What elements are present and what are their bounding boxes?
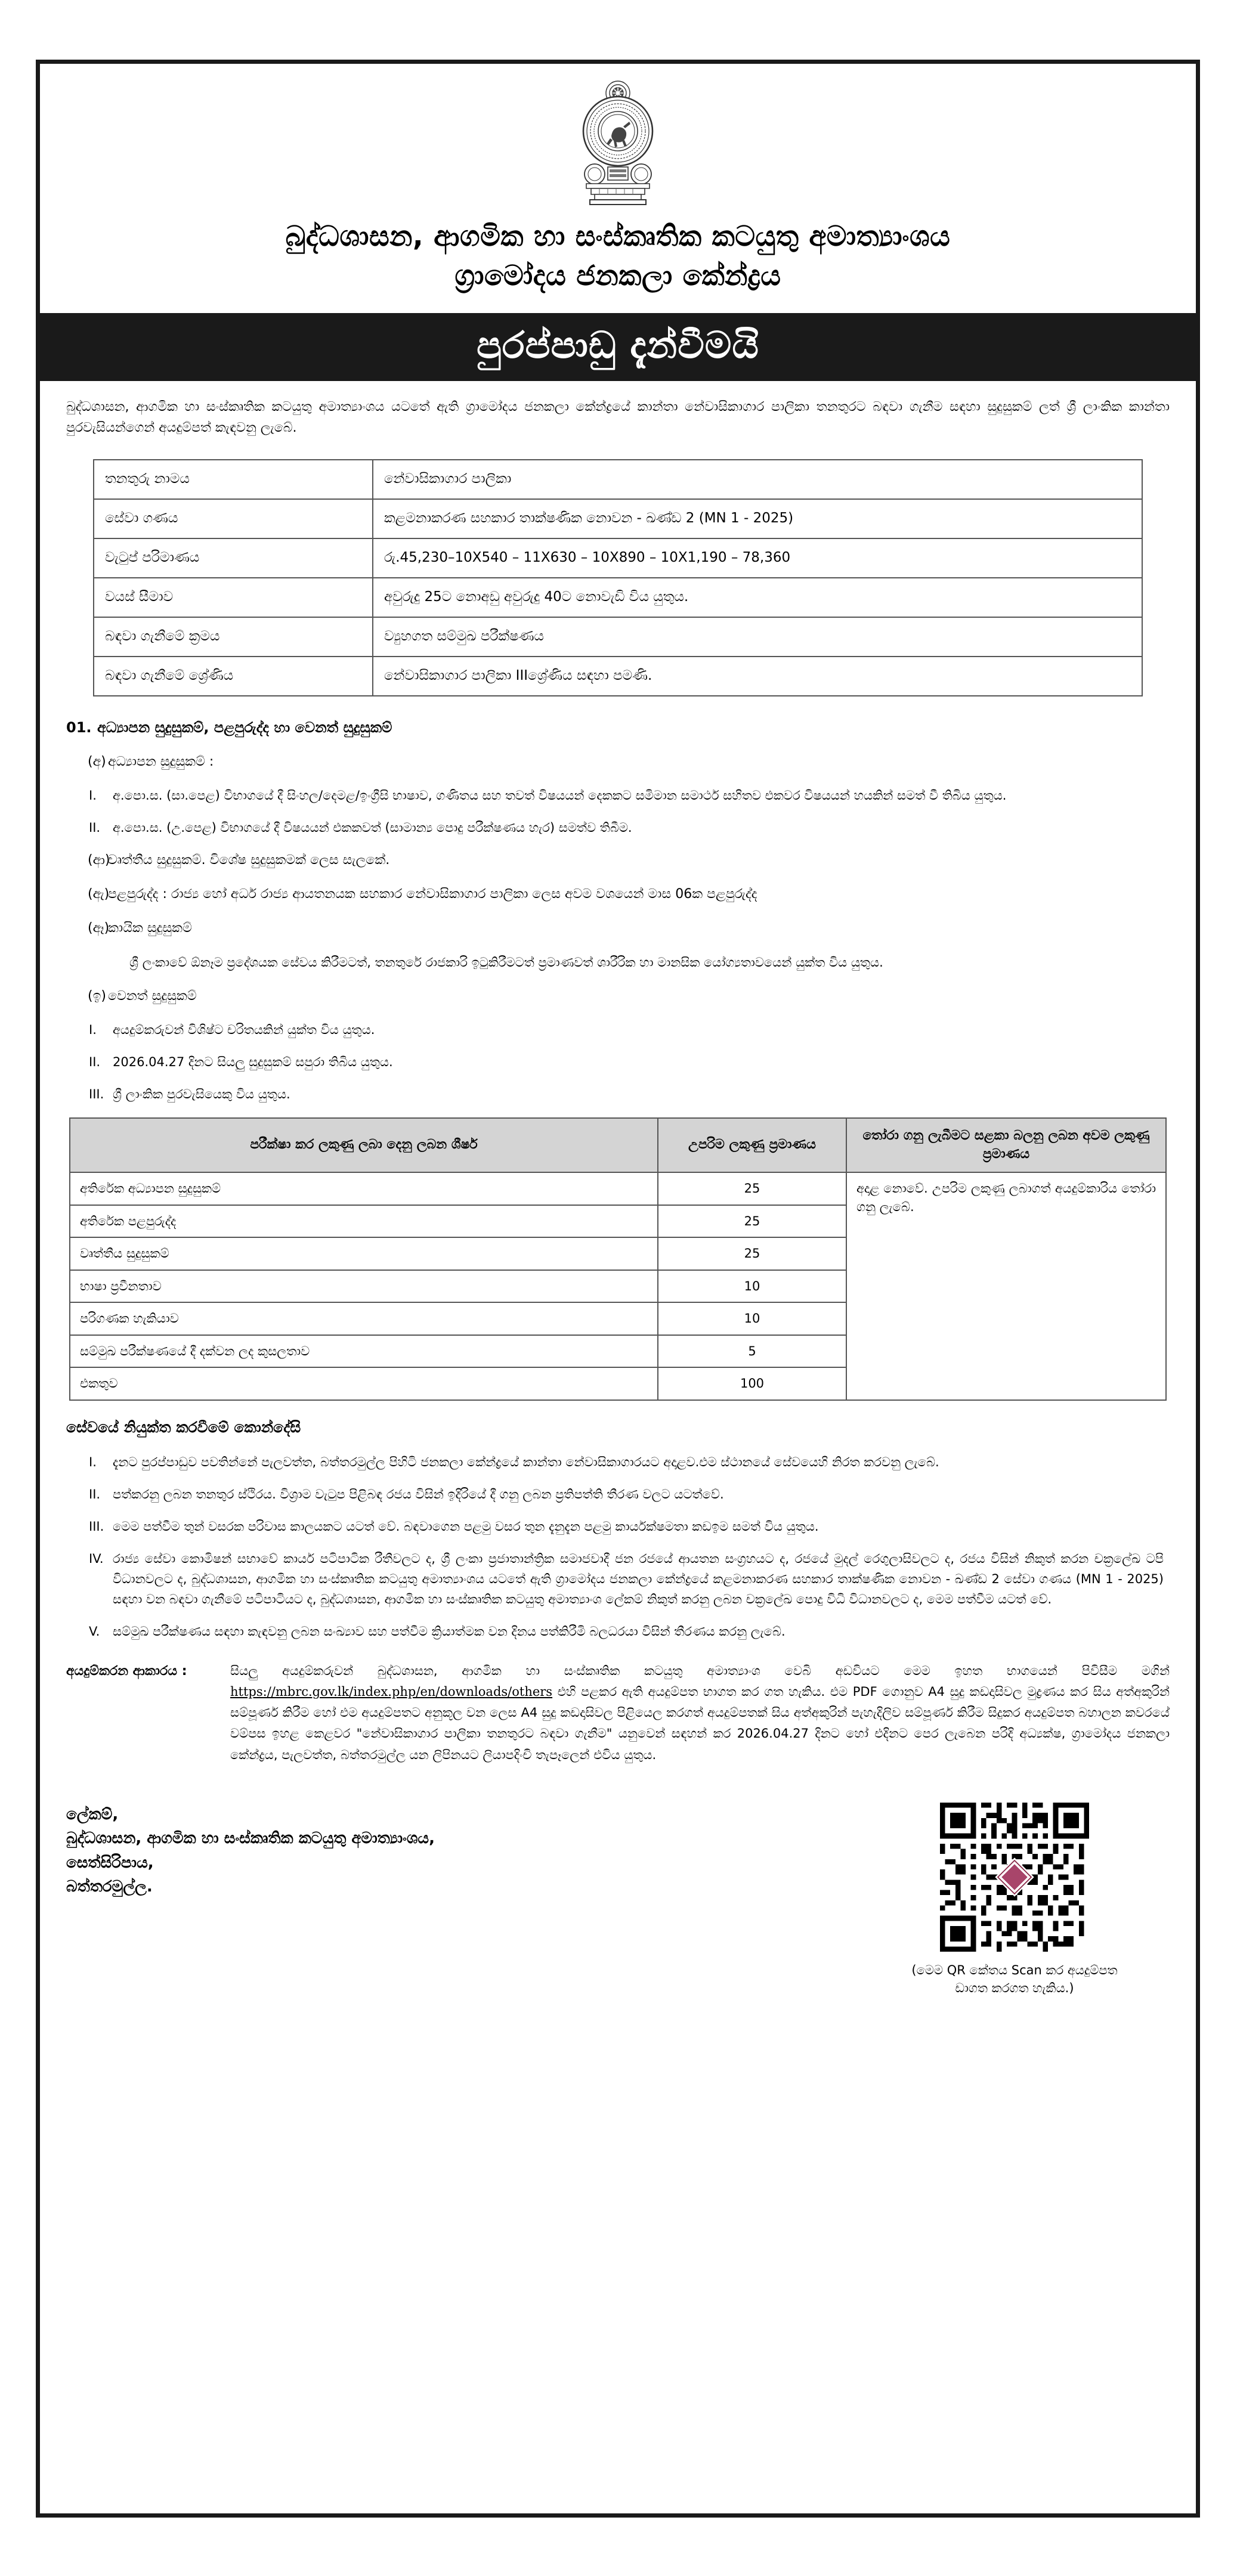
marks-table-header-row — [70, 1118, 1166, 1173]
section-01-heading — [66, 719, 1170, 736]
item-body-text: ශ්‍රී ලංකාවේ ඕනෑම ප්‍රදේශයක සේවය කිරීමටත්, තනතුරේ රාජකාරි ඉටුකිරීමටත් ප්‍රමාණවත් ශාරීරික හා මානසික යෝග්‍යතාවයෙන් යුක්ත විය යුතුය. — [129, 955, 883, 970]
department-name: ග්‍රාමෝදය ජනකලා කේන්ද්‍රය — [454, 259, 781, 293]
qualification-item — [66, 884, 1170, 905]
roman-marker: II. — [89, 1054, 101, 1069]
qualification-item — [66, 850, 1170, 871]
marks-col-heading-min: තෝරා ගනු ලැබීමට සළකා බලනු ලබන අවම ලකුණු ප්‍රමාණය — [846, 1118, 1166, 1173]
table-row — [94, 538, 1142, 578]
qualification-sub-item — [66, 1020, 1170, 1040]
document-header — [40, 64, 1196, 305]
marks-allocation-table — [69, 1117, 1167, 1401]
signature-line: ලේකම්, — [66, 1805, 119, 1823]
item-title: අධ්‍යාපන සුදුසුකම් : — [108, 754, 214, 769]
item-title: වෘත්තීය සුදුසුකම්. විශේෂ සුදුසුකමක් ලෙස සැලකේ. — [108, 853, 390, 868]
application-download-url[interactable]: https://mbrc.gov.lk/index.php/en/downloads/others — [230, 1684, 553, 1699]
qr-code — [940, 1803, 1089, 1952]
qualification-sub-item — [66, 818, 1170, 838]
how-to-apply-label: අයදුම්කරන ආකාරය : — [66, 1663, 187, 1679]
how-to-apply-text — [230, 1661, 1170, 1766]
qualification-item — [66, 918, 1170, 939]
marks-criteria-name: භාෂා ප්‍රවීනතාව — [70, 1270, 658, 1302]
marks-criteria-name: අතිරේක පළපුරුද්ද — [70, 1205, 658, 1237]
qr-column — [859, 1803, 1170, 1998]
qualification-item — [66, 986, 1170, 1007]
condition-item — [66, 1516, 1170, 1537]
roman-text: අ.පො.ස. (සා.පෙළ) විභාගයේ දී සිංහල/දෙමළ/ඉංග්‍රීසි භාෂාව, ගණිතය සහ තවත් විෂයයන් දෙකකට සමිමාන සමාර්ථ සහිතව එකවර විෂයයන් හයකින් සමත් වී තිබිය යුතුය. — [113, 788, 1007, 803]
document-body — [40, 381, 1196, 2027]
marks-max-value: 10 — [658, 1270, 846, 1302]
condition-text: රාජ්‍ය සේවා කොමිෂන් සභාවේ කාර්ය පටිපාටික රීතීවලට ද, ශ්‍රී ලංකා ප්‍රජාතාන්ත්‍රික සමාජවාදී ජන රජයේ ආයතන සංග්‍රහයට ද, රජයේ මුදල් රෙගුලාසිවලට ද, රජය විසින් නිකුත් කරන චක්‍රලේඛ ටපි විධානවලට ද, බුද්ධශාසන, ආගමික හා සංස්කෘතික කටයුතු අමාත්‍යාංශය යටතේ ඇති ග්‍රාමෝදය ජනකලා කේන්ද්‍රයේ කළමනාකරණ සහකාර තාක්ෂණික නොවන - ඛණ්ඩ 2 සේවා ගණය (MN 1 - 2025) සඳහා වන බඳවා ගැනීමේ පටිපාටියට ද, බුද්ධශාසන, ආගමික හා සංස්කෘතික කටයුතු අමාත්‍යාංශ ලේකම් නිකුත් කරනු ලබන චක්‍රලේඛ පොදු විධි විධානවලට ද, මෙම පත්වීම යටත් වේ. — [113, 1551, 1164, 1606]
condition-item — [66, 1621, 1170, 1642]
qr-caption-line: ඩාගත කරගත හැකිය.) — [955, 1981, 1074, 1996]
qualification-sub-item — [66, 785, 1170, 806]
condition-item — [66, 1484, 1170, 1504]
marks-max-value: 100 — [658, 1367, 846, 1400]
notice-document-frame — [36, 60, 1200, 2518]
item-marker: (ඉ) — [88, 988, 106, 1004]
condition-marker: II. — [89, 1487, 101, 1501]
table-row — [94, 657, 1142, 696]
signature-line: බුද්ධශාසන, ආගමික හා සංස්කෘතික කටයුතු අමාත්‍යාංශය, — [66, 1829, 435, 1848]
item-marker: (ඇ) — [88, 887, 110, 902]
condition-text: පත්කරනු ලබන තනතුර ස්ථිරය. විශ්‍රාම වැටුප පිළිබඳ රජය විසින් ඉදිරියේ දී ගනු ලබන ප්‍රතිපත්ති තීරණ වලට යටත්වේ. — [113, 1487, 724, 1501]
item-marker: (අ) — [88, 754, 106, 769]
table-row — [94, 578, 1142, 617]
qualification-sub-item — [66, 1052, 1170, 1072]
marks-max-value: 5 — [658, 1335, 846, 1367]
marks-criteria-name: පරිගණක හැකියාව — [70, 1302, 658, 1335]
marks-criteria-name: සම්මුඛ පරීක්ෂණයේ දී දක්වන ලද කුසලතාව — [70, 1335, 658, 1367]
item-marker: (ඈ) — [88, 921, 110, 936]
signature-line: බත්තරමුල්ල. — [66, 1877, 153, 1896]
post-details-table — [93, 459, 1143, 696]
roman-text: අයදුම්කරුවන් විශිෂ්ට චරිතයකින් යුක්ත විය යුතුය. — [113, 1022, 375, 1037]
condition-item — [66, 1452, 1170, 1472]
marks-criteria-name: එකතුව — [70, 1367, 658, 1400]
info-row-value: අවුරුදු 25ට නොඅඩු අවුරුදු 40ට නොවැඩි විය යුතුය. — [373, 578, 1142, 617]
condition-marker: I. — [89, 1454, 97, 1469]
info-row-label: සේවා ගණය — [94, 499, 373, 538]
condition-marker: V. — [89, 1624, 100, 1639]
sri-lanka-national-emblem-icon — [573, 79, 663, 213]
qr-code-icon — [940, 1803, 1089, 1952]
item-title: කායික සුදුසුකම් — [108, 921, 192, 936]
apply-text-part2: එහි පළකර ඇති අයදුම්පත භාගත කර ගත හැකිය. එම PDF ගොනුව A4 සුදු කඩදාසිවල මුද්‍රණය කර සිය අත්අකුරින් සම්පූර්ණ කිරීම හෝ එම අයදුම්පතට අනුකූල වන ලෙස A4 සුදු කඩදාසිවල පිළියෙල කරගත් අයදුම්පතක් සිය අත්අකුරින් පැහැදිලිව සම්පූර්ණ කිරීම සිදුකර අයදුම්පත බහාලන කවරයේ වම්පස ඉහළ කෙළවර "නේවාසිකාගාර පාලිකා තනතුරට බඳවා ගැනීම" යනුවෙන් සඳහන් කර 2026.04.27 දිනට හෝ එදිනට පෙර ලැබෙන පරිදි අධ්‍යක්ෂ, ග්‍රාමෝදය ජනකලා කේන්ද්‍රය, පැලවත්ත, බත්තරමුල්ල යන ලිපිනයට ලියාපදිංචි තැපෑලෙන් එවිය යුතුය. — [230, 1684, 1170, 1762]
marks-max-value: 25 — [658, 1237, 846, 1270]
apply-text-part1: සියලු අයදුම්කරුවන් බුද්ධශාසන, ආගමික හා සංස්කෘතික කටයුතු අමාත්‍යාංශ වෙබි අඩවියට මෙම ඉහත භාගයෙන් පිවිසීම මගින් — [230, 1663, 1170, 1678]
conditions-list — [66, 1452, 1170, 1642]
marks-criteria-name: වෘත්තීය සුදුසුකම් — [70, 1237, 658, 1270]
marks-max-value: 10 — [658, 1302, 846, 1335]
signature-block — [66, 1803, 859, 1899]
marks-max-value: 25 — [658, 1172, 846, 1205]
condition-marker: III. — [89, 1519, 104, 1534]
info-row-label: වයස් සීමාව — [94, 578, 373, 617]
roman-marker: I. — [89, 1022, 97, 1037]
condition-text: දැනට පුරප්පාඩුව පවතින්නේ පැලවත්ත, බත්තරමුල්ල පිහිටි ජනකලා කේන්ද්‍රයේ කාන්තා නේවාසිකාගාරයට අදාළව.එම ස්ථානයේ සේවයෙහි නිරත කරවනු ලැබේ. — [113, 1454, 939, 1469]
qualification-item — [66, 751, 1170, 772]
condition-item — [66, 1549, 1170, 1609]
emblem-container — [64, 77, 1172, 214]
marks-minimum-note: අදාළ නොවේ. උපරිම ලකුණු ලබාගත් අයදුම්කාරිය තෝරා ගනු ලැබේ. — [846, 1172, 1166, 1400]
roman-text: ශ්‍රී ලාංකික පුරවැසියෙකු විය යුතුය. — [113, 1086, 290, 1101]
roman-text: අ.පො.ස. (උ.පෙළ) විභාගයේ දී විෂයයන් එකකවත් (සාමාන්‍ය පොදු පරීක්ෂණය හැර) සමත්ව තිබීම. — [113, 821, 632, 835]
condition-marker: IV. — [89, 1551, 104, 1566]
info-row-value: රු.45,230–10X540 – 11X630 – 10X890 – 10X1,190 – 78,360 — [373, 538, 1142, 578]
marks-criteria-name: අතිරේක අධ්‍යාපන සුදුසුකම් — [70, 1172, 658, 1205]
item-title: පළපුරුද්ද : රාජ්‍ය හෝ අර්ධ රාජ්‍ය ආයතනයක සහකාර නේවාසිකාගාර පාලිකා ලෙස අවම වශයෙන් මාස 06ක පළපුරුද්ද — [108, 887, 757, 902]
qualification-sub-item — [66, 1084, 1170, 1104]
qr-caption-line: (මෙම QR කේතය Scan කර අයදුම්පත — [911, 1962, 1118, 1977]
section-number: 01. — [66, 719, 92, 736]
roman-marker: II. — [89, 821, 101, 835]
info-row-value: ව්‍යුහගත සම්මුඛ පරීක්ෂණය — [373, 617, 1142, 657]
ministry-name: බුද්ධශාසන, ආගමික හා සංස්කෘතික කටයුතු අමාත්‍යාංශය — [285, 220, 951, 253]
intro-paragraph: බුද්ධශාසන, ආගමික හා සංස්කෘතික කටයුතු අමාත්‍යාංශය යටතේ ඇති ග්‍රාමෝදය ජනකලා කේන්ද්‍රයේ කාන්තා නේවාසිකාගාර පාලිකා තනතුරට බඳවා ගැනීම සඳහා සුදුසුකම් ලත් ශ්‍රී ලාංකික කාන්තා පුරවැසියන්ගෙන් අයදුම්පත් කැඳවනු ලැබේ. — [66, 399, 1170, 436]
marks-col-heading-max: උපරිම ලකුණු ප්‍රමාණය — [658, 1118, 846, 1173]
info-row-label: බඳවා ගැනීමේ ශ්‍රේණිය — [94, 657, 373, 696]
table-row — [94, 617, 1142, 657]
marks-col-heading-criteria: පරීක්ෂා කර ලකුණු ලබා දෙනු ලබන ශීර්ෂ — [70, 1118, 658, 1173]
item-marker: (ආ) — [88, 853, 110, 868]
roman-text: 2026.04.27 දිනට සියලු සුදුසුකම් සපුරා තිබිය යුතුය. — [113, 1054, 393, 1069]
document-footer — [66, 1803, 1170, 2010]
condition-text: සම්මුඛ පරීක්ෂණය සඳහා කැඳවනු ලබන සංඛ්‍යාව සහ පත්වීම ක්‍රියාත්මක වන දිනය පත්කිරීමි බලධරයා විසින් තීරණය කරනු ලැබේ. — [113, 1624, 786, 1639]
info-row-label: තනතුරු නාමය — [94, 460, 373, 499]
info-row-value: කළමනාකරණ සහකාර තාක්ෂණික නොවන - ඛණ්ඩ 2 (MN 1 - 2025) — [373, 499, 1142, 538]
item-title: වෙනත් සුදුසුකම් — [108, 988, 197, 1004]
how-to-apply-block — [66, 1661, 1170, 1766]
vacancy-banner — [40, 313, 1196, 380]
banner-title: පුරප්පාඩු දැන්වීමයි — [477, 323, 759, 367]
table-row — [94, 499, 1142, 538]
roman-marker: I. — [89, 788, 97, 803]
info-row-value: නේවාසිකාගාර පාලිකා IIIශ්‍රේණිය සඳහා පමණි. — [373, 657, 1142, 696]
info-row-label: වැටුප් පරිමාණය — [94, 538, 373, 578]
table-row — [94, 460, 1142, 499]
info-row-label: බඳවා ගැනීමේ ක්‍රමය — [94, 617, 373, 657]
qr-caption — [859, 1961, 1170, 1998]
condition-text: මෙම පත්වීම තුන් වසරක පරිවාස කාලයකට යටත් වේ. බඳවාගෙන පළමු වසර තුන දැනුදැන පළමු කාර්යක්ෂමතා කඩඉම සමත් විය යුතුය. — [113, 1519, 819, 1534]
conditions-heading: සේවයේ නියුක්ත කරවීමේ කොන්දේසි — [66, 1418, 301, 1436]
marks-max-value: 25 — [658, 1205, 846, 1237]
section-title: අධ්‍යාපන සුදුසුකම්, පළපුරුද්ද හා වෙනත් සුදුසුකම් — [97, 719, 392, 736]
table-row — [70, 1172, 1166, 1205]
qualifications-list — [66, 751, 1170, 1104]
info-row-value: නේවාසිකාගාර පාලිකා — [373, 460, 1142, 499]
roman-marker: III. — [89, 1086, 104, 1101]
signature-line: සෙත්සිරිපාය, — [66, 1853, 154, 1872]
